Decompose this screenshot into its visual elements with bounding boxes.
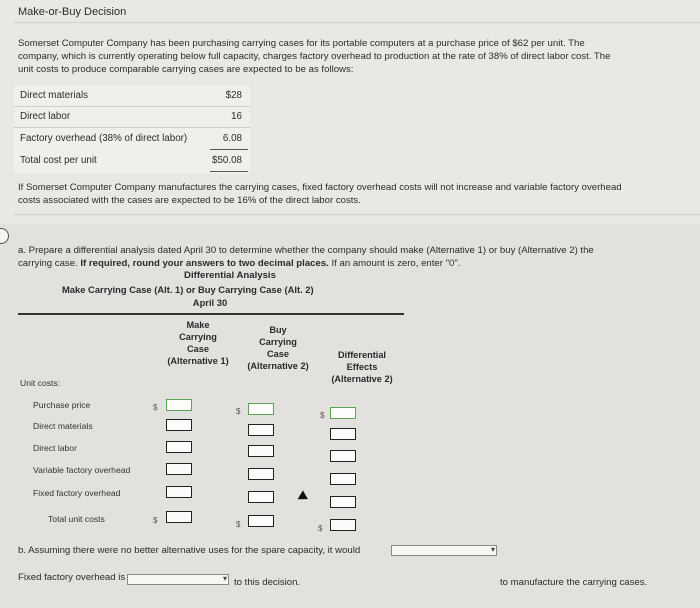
part-b-line-2-suffix: to this decision. [234, 577, 301, 588]
make-variable-overhead-input[interactable] [166, 463, 192, 475]
currency-symbol: $ [153, 516, 158, 525]
cost-label: Total cost per unit [20, 155, 97, 166]
row-label-total: Total unit costs [48, 514, 105, 524]
buy-variable-overhead-input[interactable] [248, 468, 274, 480]
part-a-instruction: If required, round your answers to two decimal places. [80, 258, 329, 269]
buy-fixed-overhead-input[interactable] [248, 491, 274, 503]
cost-value: $28 [225, 90, 242, 101]
part-b-line-2-prefix: Fixed factory overhead is [18, 572, 126, 583]
currency-symbol: $ [320, 411, 325, 420]
analysis-date: April 30 [192, 297, 228, 308]
header-rule [18, 313, 404, 315]
page-title: Make-or-Buy Decision [18, 6, 127, 18]
unit-cost-table [14, 86, 250, 174]
cost-label: Factory overhead (38% of direct labor) [20, 133, 188, 144]
diff-direct-materials-input[interactable] [330, 428, 356, 440]
cost-label: Direct labor [20, 111, 71, 122]
cost-value: 16 [231, 111, 242, 122]
cost-row [20, 155, 248, 166]
column-header-make: Make Carrying Case (Alternative 1) [167, 320, 229, 366]
row-label-direct-labor: Direct labor [33, 443, 77, 453]
chevron-down-icon: ▾ [222, 574, 227, 583]
make-fixed-overhead-input[interactable] [166, 486, 192, 498]
intro-line-1: Somerset Computer Company has been purchasing carrying cases for its portable computers at a purchase price of $62 per unit. The [18, 38, 585, 49]
make-direct-labor-input[interactable] [166, 441, 192, 453]
cost-row [20, 90, 248, 101]
part-a-note: If an amount is zero, enter "0". [331, 258, 461, 269]
analysis-subheading: Make Carrying Case (Alt. 1) or Buy Carrying Case (Alt. 2) [62, 284, 314, 295]
row-label-purchase-price: Purchase price [33, 400, 91, 410]
cost-value: 6.08 [222, 133, 242, 144]
buy-purchase-price-input[interactable] [248, 403, 274, 415]
currency-symbol: $ [236, 520, 241, 529]
subtotal-rule [210, 149, 248, 150]
diff-variable-overhead-input[interactable] [330, 473, 356, 485]
chevron-down-icon: ▾ [490, 545, 495, 554]
followup-line-1: If Somerset Computer Company manufactures the carrying cases, fixed factory overhead costs will not increase and variable factory overhead [18, 182, 622, 193]
buy-direct-labor-input[interactable] [248, 445, 274, 457]
make-total-input[interactable] [166, 511, 192, 523]
column-header-differential: Differential Effects (Alternative 2) [331, 350, 393, 384]
row-label-fixed-overhead: Fixed factory overhead [33, 488, 121, 498]
divider [14, 22, 700, 23]
diff-purchase-price-input[interactable] [330, 407, 356, 419]
make-direct-materials-input[interactable] [166, 419, 192, 431]
currency-symbol: $ [236, 407, 241, 416]
currency-symbol: $ [153, 403, 158, 412]
make-purchase-price-input[interactable] [166, 399, 192, 411]
analysis-heading: Differential Analysis [184, 270, 276, 281]
cost-row [20, 111, 248, 122]
fixed-overhead-select[interactable] [127, 574, 229, 585]
total-rule [210, 171, 248, 172]
diff-direct-labor-input[interactable] [330, 450, 356, 462]
cost-label: Direct materials [20, 90, 89, 101]
followup-line-2: costs associated with the cases are expected to be 16% of the direct labor costs. [18, 195, 361, 206]
part-b-line-1: b. Assuming there were no better alternative uses for the spare capacity, it would [18, 545, 361, 556]
rows-header: Unit costs: [20, 378, 61, 388]
cost-value: $50.08 [212, 155, 242, 166]
part-a-line-1 [18, 244, 594, 257]
part-a-text: a. Prepare a differential analysis dated April 30 to determine whether the company should make (Alternative 1) or buy (Alternative 2) the [18, 245, 594, 256]
buy-direct-materials-input[interactable] [248, 424, 274, 436]
divider [14, 127, 250, 128]
intro-line-2: company, which is currently operating below full capacity, charges factory overhead to production at the rate of 38% of direct labor cost. The [18, 51, 611, 62]
diff-fixed-overhead-input[interactable] [330, 496, 356, 508]
row-label-direct-materials: Direct materials [33, 421, 93, 431]
row-label-variable-overhead: Variable factory overhead [33, 465, 131, 475]
column-header-buy: Buy Carrying Case (Alternative 2) [247, 325, 309, 371]
currency-symbol: $ [318, 524, 323, 533]
cost-row [20, 133, 248, 144]
part-a-text: carrying case. [18, 258, 78, 269]
diff-total-input[interactable] [330, 519, 356, 531]
part-b-line-1-suffix: to manufacture the carrying cases. [500, 577, 648, 588]
buy-total-input[interactable] [248, 515, 274, 527]
it-would-select[interactable] [391, 545, 497, 556]
intro-line-3: unit costs to produce comparable carrying cases are expected to be as follows: [18, 64, 354, 75]
divider [14, 106, 250, 107]
divider [14, 214, 700, 215]
part-a-line-2 [18, 257, 460, 270]
